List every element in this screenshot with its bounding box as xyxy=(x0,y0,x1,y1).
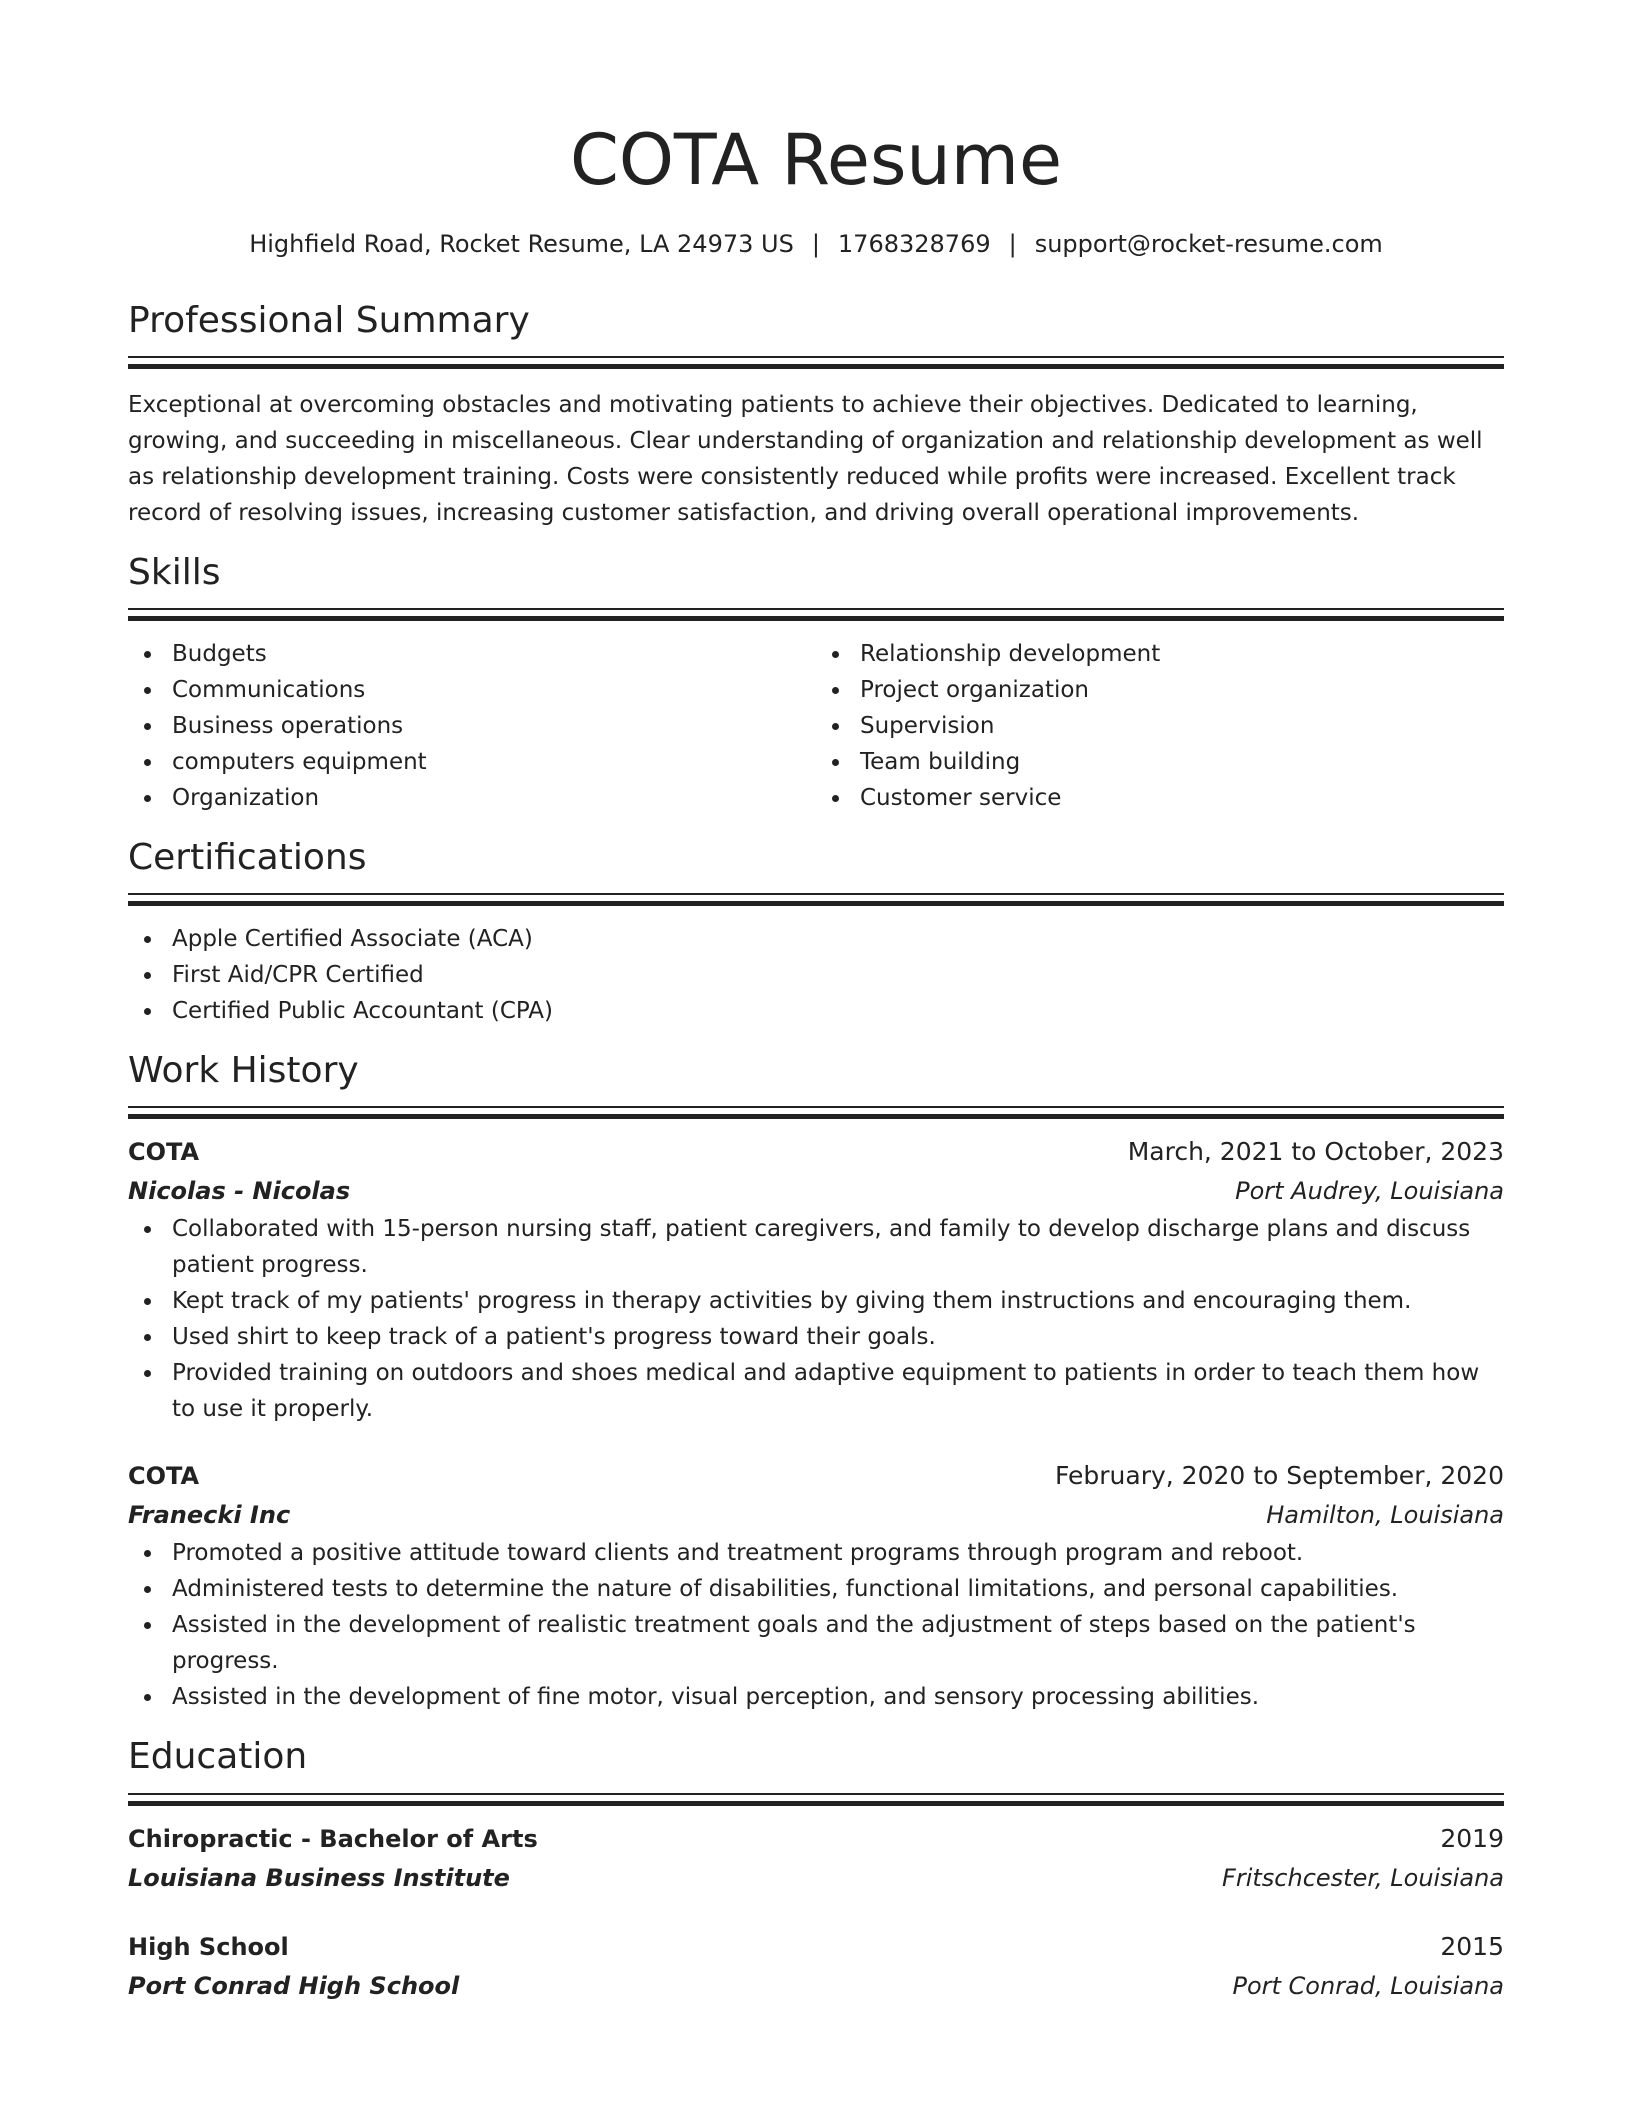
summary-section xyxy=(128,299,1504,531)
contact-separator: | xyxy=(1008,230,1017,258)
skill-item: Business operations xyxy=(172,708,816,744)
section-title-certifications: Certifications xyxy=(128,836,367,878)
skill-item: Relationship development xyxy=(860,636,1504,672)
skill-item: Supervision xyxy=(860,708,1504,744)
education-section xyxy=(128,1735,1504,2005)
job-subheader xyxy=(128,1171,1504,1211)
job-bullet: Used shirt to keep track of a patient's progress toward their goals. xyxy=(172,1319,1504,1355)
section-divider xyxy=(128,608,1504,621)
resume-name: COTA Resume xyxy=(569,119,1063,201)
section-title-skills: Skills xyxy=(128,551,221,593)
job-dates: March, 2021 to October, 2023 xyxy=(1127,1137,1504,1167)
education-subheader xyxy=(128,1858,1504,1898)
job-employer: Nicolas - Nicolas xyxy=(128,1177,351,1206)
education-entry xyxy=(128,1820,1504,1898)
section-title-education: Education xyxy=(128,1736,308,1778)
section-divider xyxy=(128,893,1504,906)
job-bullet: Administered tests to determine the nature of disabilities, functional limitations, and personal capabilities. xyxy=(172,1571,1504,1607)
education-entry xyxy=(128,1928,1504,2006)
job-header xyxy=(128,1457,1504,1495)
section-title-summary: Professional Summary xyxy=(128,299,530,341)
job-bullet: Promoted a positive attitude toward clients and treatment programs through program and reboot. xyxy=(172,1535,1504,1571)
job-header xyxy=(128,1133,1504,1171)
section-divider xyxy=(128,356,1504,369)
job-employer: Franecki Inc xyxy=(128,1501,291,1530)
job-bullets xyxy=(128,1211,1504,1427)
section-divider xyxy=(128,1106,1504,1119)
job-subheader xyxy=(128,1495,1504,1535)
skill-item: Organization xyxy=(172,780,816,816)
contact-line xyxy=(128,228,1504,262)
resume-page xyxy=(128,118,1504,2006)
skill-item: Team building xyxy=(860,744,1504,780)
education-degree: High School xyxy=(128,1932,289,1961)
section-divider xyxy=(128,1793,1504,1806)
skill-item: Project organization xyxy=(860,672,1504,708)
job-title: COTA xyxy=(128,1138,200,1167)
skill-item: Budgets xyxy=(172,636,816,672)
job-bullet: Kept track of my patients' progress in therapy activities by giving them instructions and encouraging them. xyxy=(172,1283,1504,1319)
summary-text: Exceptional at overcoming obstacles and motivating patients to achieve their objectives. Dedicated to learning, growing, and succeeding in miscellaneous. Clear understanding of organization and relationship development as well as relationship development training. Costs were consistently reduced while profits were increased. Excellent track record of resolving issues, increasing customer satisfaction, and driving overall operational improvements. xyxy=(128,391,1483,526)
job-bullet: Assisted in the development of realistic treatment goals and the adjustment of steps based on the patient's progress. xyxy=(172,1607,1504,1679)
job-location: Hamilton, Louisiana xyxy=(1266,1501,1504,1530)
certifications-list xyxy=(128,921,1504,1029)
education-location: Fritschcester, Louisiana xyxy=(1222,1863,1504,1892)
job-title: COTA xyxy=(128,1462,200,1491)
education-school: Louisiana Business Institute xyxy=(128,1863,510,1892)
education-header xyxy=(128,1820,1504,1858)
skills-grid xyxy=(128,636,1504,816)
job-bullet: Assisted in the development of fine motor, visual perception, and sensory processing abilities. xyxy=(172,1679,1504,1715)
skills-section xyxy=(128,551,1504,816)
contact-separator: | xyxy=(811,230,820,258)
job-bullets xyxy=(128,1535,1504,1715)
contact-address: Highfield Road, Rocket Resume, LA 24973 US xyxy=(249,230,794,258)
education-school: Port Conrad High School xyxy=(128,1971,460,2000)
job-bullet: Provided training on outdoors and shoes medical and adaptive equipment to patients in order to teach them how to use it properly. xyxy=(172,1355,1504,1427)
certification-item: Apple Certified Associate (ACA) xyxy=(172,921,1504,957)
certification-item: Certified Public Accountant (CPA) xyxy=(172,993,1504,1029)
contact-phone: 1768328769 xyxy=(837,230,991,258)
contact-email: support@rocket-resume.com xyxy=(1034,230,1383,258)
job-location: Port Audrey, Louisiana xyxy=(1235,1177,1504,1206)
job-entry xyxy=(128,1133,1504,1427)
education-year: 2019 xyxy=(1440,1823,1504,1853)
skill-item: Customer service xyxy=(860,780,1504,816)
job-entry xyxy=(128,1457,1504,1715)
education-year: 2015 xyxy=(1440,1931,1504,1961)
education-subheader xyxy=(128,1966,1504,2006)
work-history-section xyxy=(128,1049,1504,1715)
certifications-section xyxy=(128,836,1504,1029)
education-location: Port Conrad, Louisiana xyxy=(1232,1971,1504,2000)
skill-item: Communications xyxy=(172,672,816,708)
education-degree: Chiropractic - Bachelor of Arts xyxy=(128,1824,538,1853)
education-header xyxy=(128,1928,1504,1966)
certification-item: First Aid/CPR Certified xyxy=(172,957,1504,993)
section-title-work-history: Work History xyxy=(128,1050,359,1092)
job-bullet: Collaborated with 15-person nursing staff, patient caregivers, and family to develop discharge plans and discuss patient progress. xyxy=(172,1211,1504,1283)
skills-list-right xyxy=(816,636,1504,816)
skill-item: computers equipment xyxy=(172,744,816,780)
job-dates: February, 2020 to September, 2020 xyxy=(1055,1461,1504,1491)
skills-list-left xyxy=(128,636,816,816)
